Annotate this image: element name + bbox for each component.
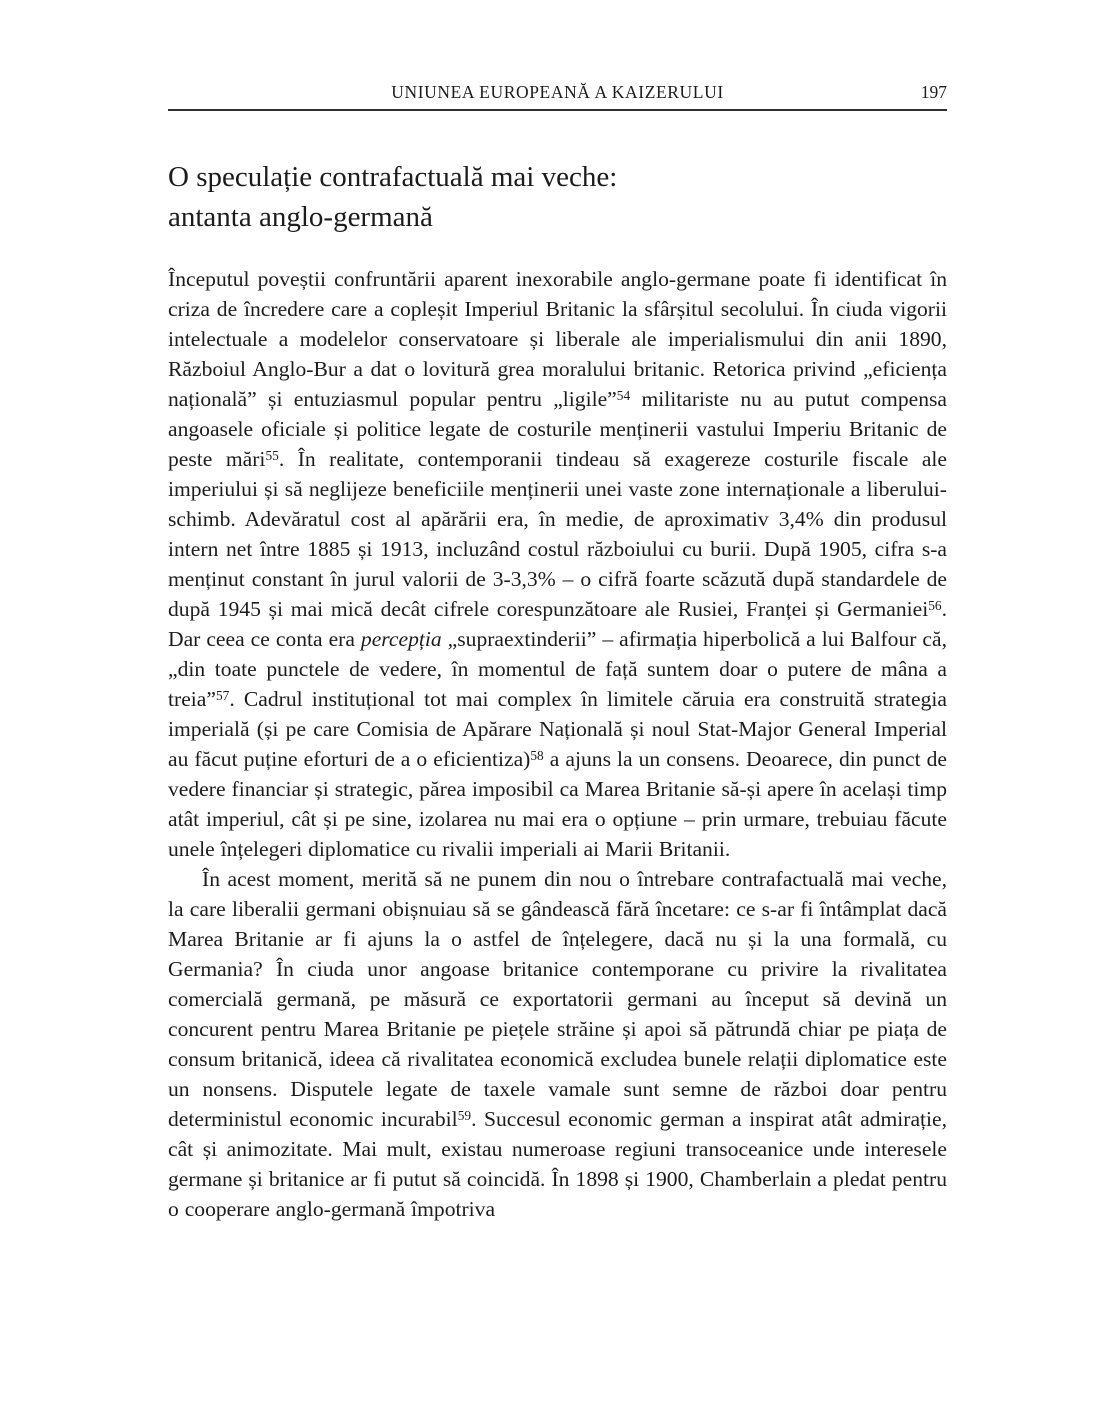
text-run: „supraextinderii” – afirmația hiperbolică a lui Balfour că, „din toate punctele de vedere, în momentul de față suntem doar o putere de mâna a treia” — [168, 627, 947, 711]
text-run: . Succesul economic german a inspirat atât admirație, cât și animozitate. Mai mult, existau numeroase regiuni transoceanice unde interesele germane și britanice ar fi putut să coincidă. În 1898 și 1900, Chamberlain a pledat pentru o cooperare anglo-germană împotriva — [168, 1107, 948, 1221]
paragraph — [168, 264, 947, 864]
text-column — [168, 0, 947, 1224]
footnote-ref: 57 — [215, 687, 230, 703]
footnote-ref: 54 — [616, 387, 631, 403]
section-heading-line-1: O speculație contrafactuală mai veche: — [168, 161, 618, 193]
text-run: a ajuns la un consens. Deoarece, din punct de vedere financiar și strategic, părea imposibil ca Marea Britanie să-și apere în același timp atât imperiul, cât și pe sine, izolarea nu mai era o opțiune – prin urmare, trebuiau făcute unele înțelegeri diplomatice cu rivalii imperiali ai Marii Britanii. — [168, 747, 947, 861]
body-text — [168, 264, 947, 1224]
text-run: . Cadrul instituțional tot mai complex în limitele căruia era construită strategia imperială (și pe care Comisia de Apărare Națională și noul Stat-Major General Imperial au făcut puține eforturi de a o eficientiza) — [168, 687, 947, 771]
footnote-ref: 56 — [928, 597, 942, 613]
text-run: În acest moment, merită să ne punem din nou o întrebare contrafactuală mai veche, la care liberalii germani obișnuiau să se gândească fără încetare: ce s-ar fi întâmplat dacă Marea Britanie ar fi ajuns la o astfel de înțelegere, dacă nu și la una formală, cu Germania? În ciuda unor angoase britanice contemporane cu privire la rivalitatea comercială germană, pe măsură ce exportatorii germani au început să devină un concurent pentru Marea Britanie pe piețele străine și apoi să pătrundă chiar pe piața de consum britanică, ideea că rivalitatea economică excludea bunele relații diplomatice este un nonsens. Disputele legate de taxele vamale sunt semne de război doar pentru deterministul economic incurabil — [168, 867, 947, 1131]
section-heading — [168, 157, 947, 237]
footnote-ref: 58 — [530, 747, 544, 763]
text-run: . În realitate, contemporanii tindeau să exagereze costurile fiscale ale imperiului și să neglijeze beneficiile menținerii unei vaste zone internaționale a liberului-schimb. Adevăratul cost al apărării era, în medie, de aproximativ 3,4% din produsul intern net între 1885 și 1913, incluzând costul războiului cu burii. După 1905, cifra s-a menținut constant în jurul valorii de 3-3,3% – o cifră foarte scăzută după standardele de după 1945 și mai mică decât cifrele corespunzătoare ale Rusiei, Franței și Germaniei — [168, 447, 947, 621]
text-run: Începutul poveștii confruntării aparent inexorabile anglo-germane poate fi identificat în criza de încredere care a copleșit Imperiul Britanic la sfârșitul secolului. În ciuda vigorii intelectuale a modelelor conservatoare și liberale ale imperialismului din anii 1890, Războiul Anglo-Bur a dat o lovitură grea moralului britanic. Retorica privind „eficiența națională” și entuziasmul popular pentru „ligile” — [168, 267, 947, 411]
footnote-ref: 55 — [265, 447, 279, 463]
section-heading-line-2: antanta anglo-germană — [168, 201, 433, 233]
footnote-ref: 59 — [457, 1107, 472, 1123]
running-title: UNIUNEA EUROPEANĂ A KAIZERULUI — [391, 82, 724, 102]
page-number: 197 — [920, 82, 947, 102]
emphasized-text: percepția — [360, 627, 442, 651]
paragraph — [168, 864, 947, 1224]
text-run: . Dar ceea ce conta era — [168, 597, 947, 651]
page-header — [168, 0, 947, 111]
text-run: militariste nu au putut compensa angoasele oficiale și politice legate de costurile menținerii vastului Imperiu Britanic de peste mări — [168, 387, 947, 471]
